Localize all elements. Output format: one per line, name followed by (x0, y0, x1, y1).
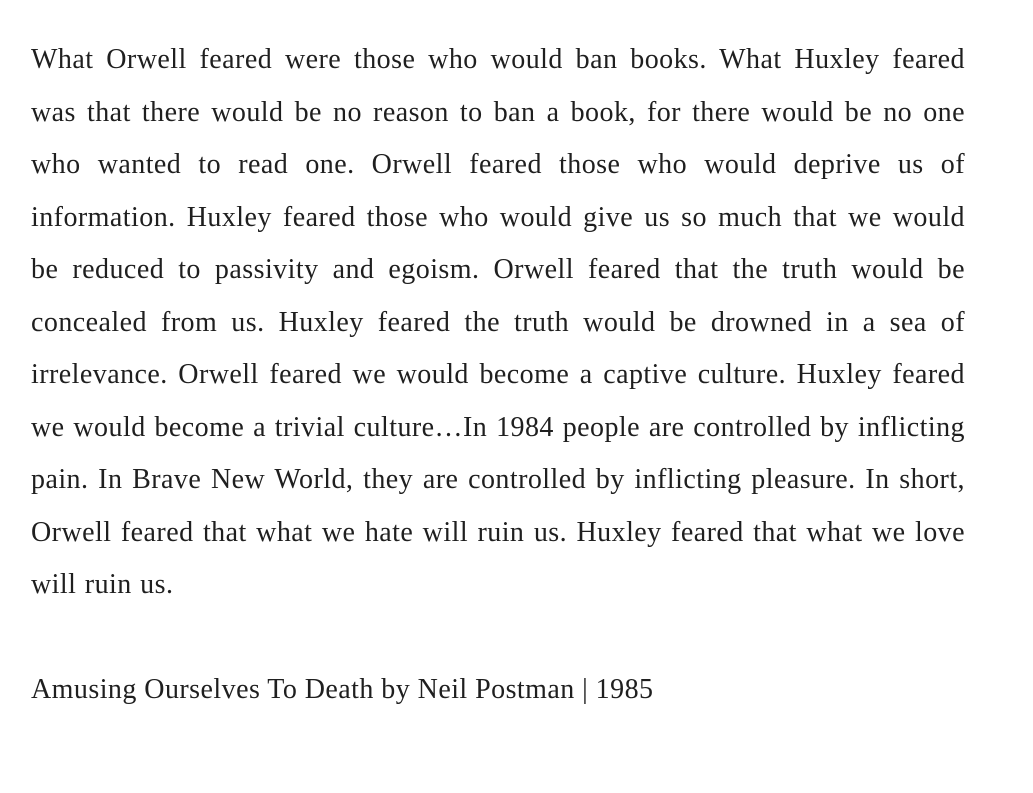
quote-attribution: Amusing Ourselves To Death by Neil Postman | 1985 (31, 673, 654, 705)
quote-paragraph: What Orwell feared were those who would ban books. What Huxley feared was that there would be no reason to ban a book, for there would be no one who wanted to read one. Orwell feared those who would deprive us of information. Huxley feared those who would give us so much that we would be reduced to passivity and egoism. Orwell feared that the truth would be concealed from us. Huxley feared the truth would be drowned in a sea of irrelevance. Orwell feared we would become a captive culture. Huxley feared we would become a trivial culture…In 1984 people are controlled by inflicting pain. In Brave New World, they are controlled by inflicting pleasure. In short, Orwell feared that what we hate will ruin us. Huxley feared that what we love will ruin us. (31, 44, 965, 600)
document-page (31, 34, 965, 716)
